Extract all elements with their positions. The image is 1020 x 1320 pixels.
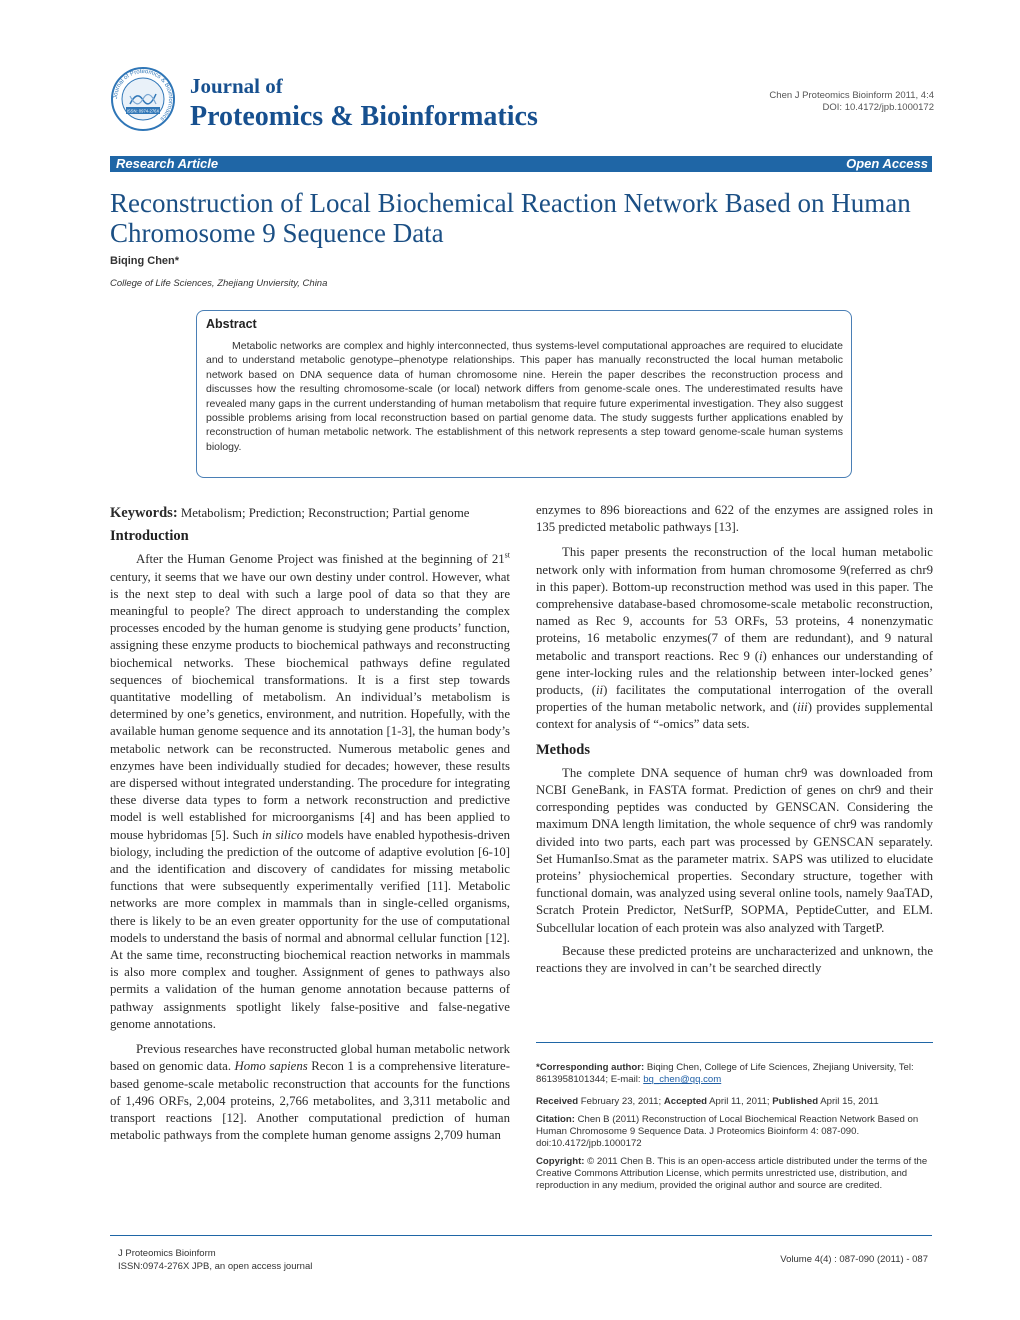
intro-paragraph-1: After the Human Genome Project was finished at the beginning of 21st century, it seems that we have our own destiny under control. However, what is the next step to deal with such a large pool of data so that they are meaningful to people? The direct approach to understanding the complex processes encoded by the human genome is studying gene products’ function, assigning these enzyme products to biochemical pathways and reconstructing biochemical networks. These biochemical pathways define regulated sequences of biochemical transformations. It is a first step towards quantitative modelling of metabolism. An individual’s metabolism is determined by one’s genetics, environment, and nutrition. Hopefully, with the available human genome sequence and its annotation [1-3], the human body’s metabolic network can be reconstructed. Numerous metabolic genes and enzymes have been individually studied for decades; however, these results are dispersed without integrated understanding. The procedure for integrating these diverse data types to form a network reconstruction and predictive model is well established for microorganisms [4] and has been applied to mouse hybridomas [5]. Such in silico models have enabled hypothesis-driven biology, including the prediction of the outcome of adaptive evolution [6-10] and the identification and discovery of candidates for missing metabolic functions that were subsequently experimentally verified [11]. Metabolic networks are more complex in mammals than in single-celled organisms, there is likely to be an even greater opportunity for the use of computational models to understand the basis of normal and abnormal cellular function [12]. At the same time, reconstructing biochemical reaction networks in mammals is also more complex and tougher. Assignment of genes to pathways also permits a validation of the human genome annotation because patterns of pathway assignments spotlight likely false-positive and false-negative genome annotations. <box>110 551 510 1031</box>
author-affiliation: College of Life Sciences, Zhejiang Unviersity, China <box>110 278 328 289</box>
footer-divider <box>110 1235 932 1236</box>
doi-text: DOI: 10.4172/jpb.1000172 <box>822 102 934 113</box>
methods-paragraph-2: Because these predicted proteins are uncharacterized and unknown, the reactions they are involved in can’t be searched directly <box>536 943 933 976</box>
dates: Received February 23, 2011; Accepted April 11, 2011; Published April 15, 2011 <box>536 1096 879 1107</box>
footer-journal: J Proteomics Bioinform <box>118 1248 216 1259</box>
correspondence-divider <box>536 1042 933 1043</box>
footer-left <box>118 1247 312 1273</box>
footer-volume: Volume 4(4) : 087-090 (2011) - 087 <box>780 1254 928 1265</box>
correspondence-block <box>536 1062 933 1198</box>
right-column <box>536 502 933 977</box>
article-title: Reconstruction of Local Biochemical Reaction Network Based on Human Chromosome 9 Sequence Data <box>110 188 911 248</box>
keywords-label: Keywords: <box>110 505 178 521</box>
journal-logo-icon <box>110 66 176 132</box>
abstract-heading: Abstract <box>206 317 257 331</box>
corresponding-author: *Corresponding author: Biqing Chen, College of Life Sciences, Zhejiang University, Tel: 8613958101344; E-mail: bq_chen@qq.com <box>536 1062 914 1085</box>
citation-text: Chen J Proteomics Bioinform 2011, 4:4 <box>769 90 934 101</box>
article-type-bar <box>110 156 932 172</box>
intro-continuation: enzymes to 896 bioreactions and 622 of the enzymes are assigned roles in 135 predicted metabolic pathways [13]. <box>536 503 933 535</box>
journal-name: Proteomics & Bioinformatics <box>190 101 538 132</box>
intro-paragraph-2: Previous researches have reconstructed global human metabolic network based on genomic data. Homo sapiens Recon 1 is a comprehensive literature-based genome-scale metabolic reconstruction that accounts for the functions of 1,496 ORFs, 2,004 proteins, 2,766 metabolites, and 3,311 metabolic and transport reactions [12]. Another computational prediction of human metabolic pathways from the complete human genome assigns 2,709 human <box>110 1042 510 1143</box>
citation-info <box>769 90 934 114</box>
abstract-text: Metabolic networks are complex and highly interconnected, thus systems-level computational approaches are required to elucidate and to understand metabolic genotype–phenotype relationships. This paper has manually reconstructed the local human metabolic network based on DNA sequence data of human chromosome nine. Herein the paper describes the reconstruction process and discusses how the resulting chromosome-scale (or local) network differs from genome-scale ones. The underestimated results have revealed many gaps in the current understanding of human metabolism that require future experimental investigation. They also suggest possible problems arising from local reconstruction based on partial genome data. The study suggests further applications enabled by reconstruction of human metabolic network. The establishment of this network represents a step toward genome-scale human systems biology. <box>206 340 843 453</box>
keywords-text: Metabolism; Prediction; Reconstruction; Partial genome <box>180 506 470 520</box>
svg-text:Journal of Proteomics & Bioinf: Journal of Proteomics & Bioinformatics <box>112 68 174 122</box>
methods-heading: Methods <box>536 741 590 758</box>
intro-paragraph-3: This paper presents the reconstruction of the local human metabolic network only with information from human chromosome 9(referred as chr9 in this paper). Bottom-up reconstruction method was used in this paper. The comprehensive database-based chromosome-scale metabolic reconstruction, named as Rec 9, accounts for 53 ORFs, 53 proteins, 4 nonenzymatic proteins, 16 metabolic enzymes(7 of them are redundant), and 9 natural metabolic and transport reactions. Rec 9 (i) enhances our understanding of gene inter-locking rules and the relationship between inter-locked genes’ products, (ii) facilitates the computational interrogation of the overall properties of the human metabolic network, and (iii) provides supplemental context for analysis of “-omics” data sets. <box>536 545 933 732</box>
svg-text:ISSN: 0974-276X: ISSN: 0974-276X <box>126 108 160 114</box>
copyright-note: Copyright: © 2011 Chen B. This is an open-access article distributed under the terms of the Creative Commons Attribution License, which permits unrestricted use, distribution, and reproduction in any medium, provided the original author and source are credited. <box>536 1156 928 1191</box>
abstract-box <box>196 310 852 478</box>
email-link[interactable]: bq_chen@qq.com <box>643 1074 722 1085</box>
keywords <box>110 505 510 522</box>
methods-paragraph-1: The complete DNA sequence of human chr9 was downloaded from NCBI GeneBank, in FASTA format. Prediction of genes on chr9 and their corresponding peptides was conducted by GENSCAN. Considering the maximum DNA length limitation, the whole sequence of chr9 was randomly divided into two parts, each part was processed by GENSCAN separately. Set HumanIso.Smat as the parameter matrix. SAPS was utilized to elucidate proteins’ physiochemical properties. Secondary structure, together with functional domain, was analyzed using several online tools, namely 9aaTAD, Scratch Protein Predictor, NetSurfP, SOPMA, PeptideCutter, and ELM. Subcellular location of each protein was also analyzed with TargetP. <box>536 765 933 935</box>
open-access-label: Open Access <box>846 156 928 171</box>
journal-of-text: Journal of <box>190 74 283 98</box>
left-column <box>110 505 510 1144</box>
citation-note: Citation: Chen B (2011) Reconstruction of Local Biochemical Reaction Network Based on Human Chromosome 9 Sequence Data. J Proteomics Bioinform 4: 087-090. doi:10.4172/jpb.1000172 <box>536 1114 919 1149</box>
introduction-heading: Introduction <box>110 528 189 545</box>
research-article-label: Research Article <box>116 156 219 171</box>
footer-issn: ISSN:0974-276X JPB, an open access journal <box>118 1261 313 1272</box>
author-name: Biqing Chen* <box>110 255 180 267</box>
